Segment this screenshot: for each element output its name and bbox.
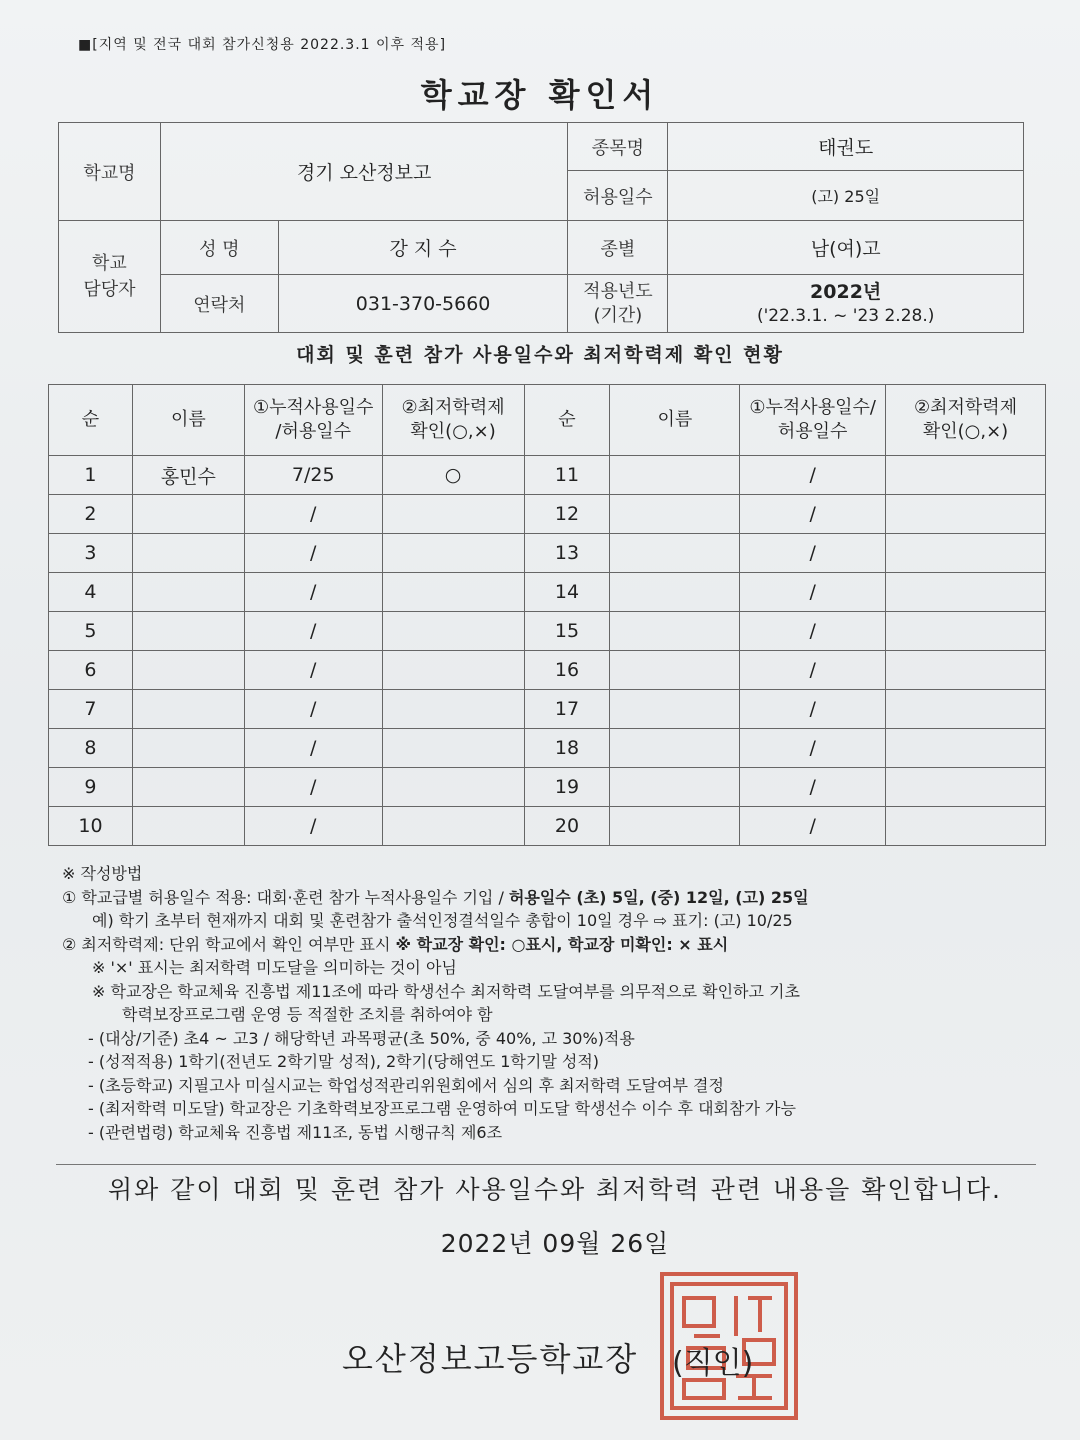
- header-days-2: ①누적사용일수/ 허용일수: [740, 385, 886, 456]
- cell-check: [886, 729, 1046, 768]
- cell-name: [610, 768, 740, 807]
- cell-name: [132, 690, 244, 729]
- cell-check: [886, 768, 1046, 807]
- note-1-bold: 허용일수 (초) 5일, (중) 12일, (고) 25일: [508, 887, 809, 907]
- cell-no: 15: [524, 612, 610, 651]
- table-row: [49, 651, 1046, 690]
- phone-value: 031-370-5660: [278, 275, 568, 333]
- divider-line: [56, 1164, 1036, 1165]
- contact-group-label: 학교 담당자: [59, 221, 161, 333]
- cell-days: /: [244, 612, 382, 651]
- seal-label: (직인): [672, 1346, 754, 1381]
- header-days: ①누적사용일수 /허용일수: [244, 385, 382, 456]
- cell-days: /: [740, 495, 886, 534]
- name-value: 강 지 수: [278, 221, 568, 275]
- cell-check: [886, 612, 1046, 651]
- cell-no: 13: [524, 534, 610, 573]
- section-title: 대회 및 훈련 참가 사용일수와 최저학력제 확인 현황: [296, 344, 784, 366]
- table-row: [49, 573, 1046, 612]
- cell-name: [610, 729, 740, 768]
- cell-name: [610, 573, 740, 612]
- cell-days: /: [244, 690, 382, 729]
- cell-check: [886, 573, 1046, 612]
- info-table: [58, 122, 1024, 333]
- cell-check: [886, 534, 1046, 573]
- cell-name: [610, 534, 740, 573]
- cell-name: [132, 729, 244, 768]
- note-3: ※ '×' 표시는 최저학력 미도달을 의미하는 것이 아님: [92, 958, 457, 977]
- cell-days: /: [244, 495, 382, 534]
- detail-4: - (최저학력 미도달) 학교장은 기초학력보장프로그램 운영하여 미도달 학생선수 이수 후 대회참가 가능: [88, 1099, 796, 1118]
- table-row: [49, 534, 1046, 573]
- cell-no: 8: [49, 729, 133, 768]
- cell-check: [382, 807, 524, 846]
- header-name: 이름: [132, 385, 244, 456]
- cell-days: /: [244, 768, 382, 807]
- header-check: ②최저학력제 확인(○,×): [382, 385, 524, 456]
- note-1-example: 예) 학기 초부터 현재까지 대회 및 훈련참가 출석인정결석일수 총합이 10일 경우 ⇨ 표기: (고) 10/25: [92, 911, 793, 930]
- phone-label: 연락처: [160, 275, 278, 333]
- header-name-2: 이름: [610, 385, 740, 456]
- form-usage-tag: ■[지역 및 전국 대회 참가신청용 2022.3.1 이후 적용]: [78, 37, 447, 53]
- roster-header-row: [49, 385, 1046, 456]
- table-row: [49, 456, 1046, 495]
- cell-name: [610, 495, 740, 534]
- header-no: 순: [49, 385, 133, 456]
- cell-check: [886, 651, 1046, 690]
- cell-no: 18: [524, 729, 610, 768]
- gender-value: 남(여)고: [668, 221, 1024, 275]
- table-row: [49, 768, 1046, 807]
- school-label: 학교명: [59, 123, 161, 221]
- instructions: [62, 862, 1052, 1144]
- name-label: 성 명: [160, 221, 278, 275]
- cell-days: /: [740, 612, 886, 651]
- cell-no: 1: [49, 456, 133, 495]
- cell-no: 16: [524, 651, 610, 690]
- cell-name: [132, 768, 244, 807]
- table-row: [49, 729, 1046, 768]
- cell-check: [382, 690, 524, 729]
- cell-days: /: [244, 573, 382, 612]
- document-title: 학교장 확인서: [420, 76, 660, 114]
- cell-check: [886, 807, 1046, 846]
- cell-name: [610, 690, 740, 729]
- cell-days: /: [740, 807, 886, 846]
- cell-no: 6: [49, 651, 133, 690]
- cell-name: [610, 456, 740, 495]
- cell-check: [886, 495, 1046, 534]
- cell-days: /: [740, 768, 886, 807]
- note-2-bold: ※ 학교장 확인: ○표시, 학교장 미확인: × 표시: [395, 934, 729, 954]
- cell-check: [382, 495, 524, 534]
- sport-value: 태권도: [668, 123, 1024, 171]
- cell-name: [132, 807, 244, 846]
- detail-1: - (대상/기준) 초4 ~ 고3 / 해당학년 과목평균(초 50%, 중 40%, 고 30%)적용: [88, 1028, 635, 1048]
- cell-no: 7: [49, 690, 133, 729]
- cell-name: [132, 534, 244, 573]
- allow-days-value: (고) 25일: [668, 171, 1024, 221]
- table-row: [49, 690, 1046, 729]
- note-2: [62, 933, 1052, 957]
- table-row: [49, 495, 1046, 534]
- cell-check: ○: [382, 456, 524, 495]
- cell-no: 3: [49, 534, 133, 573]
- notes-heading: ※ 작성방법: [62, 864, 143, 883]
- header-check-2: ②최저학력제 확인(○,×): [886, 385, 1046, 456]
- cell-check: [382, 651, 524, 690]
- school-value: 경기 오산정보고: [160, 123, 568, 221]
- cell-name: [610, 612, 740, 651]
- cell-no: 5: [49, 612, 133, 651]
- cell-no: 14: [524, 573, 610, 612]
- cell-days: /: [244, 729, 382, 768]
- note-4b: 학력보장프로그램 운영 등 적절한 조치를 취하여야 함: [122, 1005, 493, 1024]
- note-2-text: ② 최저학력제: 단위 학교에서 확인 여부만 표시: [62, 934, 396, 954]
- note-4a: ※ 학교장은 학교체육 진흥법 제11조에 따라 학생선수 최저학력 도달여부를 의무적으로 확인하고 기초: [92, 981, 800, 1001]
- year-label: 적용년도 (기간): [568, 275, 668, 333]
- table-row: [49, 807, 1046, 846]
- cell-days: /: [740, 573, 886, 612]
- issue-date: 2022년 09월 26일: [440, 1229, 670, 1258]
- year-cell: [668, 275, 1024, 333]
- cell-name: [132, 495, 244, 534]
- gender-label: 종별: [568, 221, 668, 275]
- cell-no: 11: [524, 456, 610, 495]
- cell-days: /: [244, 534, 382, 573]
- cell-name: 홍민수: [132, 456, 244, 495]
- cell-days: /: [740, 690, 886, 729]
- cell-check: [382, 729, 524, 768]
- cell-no: 20: [524, 807, 610, 846]
- cell-days: /: [244, 651, 382, 690]
- cell-check: [886, 456, 1046, 495]
- confirmation-statement: 위와 같이 대회 및 훈련 참가 사용일수와 최저학력 관련 내용을 확인합니다.: [108, 1175, 1002, 1204]
- cell-name: [610, 807, 740, 846]
- cell-check: [382, 534, 524, 573]
- detail-5: - (관련법령) 학교체육 진흥법 제11조, 동법 시행규칙 제6조: [88, 1122, 503, 1142]
- detail-2: - (성적적용) 1학기(전년도 2학기말 성적), 2학기(당해연도 1학기말 성적): [88, 1052, 600, 1071]
- note-1-text: ① 학교급별 허용일수 적용: 대회·훈련 참가 누적사용일수 기입 /: [62, 887, 509, 907]
- period-value: ('22.3.1. ~ '23 2.28.): [756, 305, 935, 326]
- cell-check: [886, 690, 1046, 729]
- header-no-2: 순: [524, 385, 610, 456]
- cell-no: 12: [524, 495, 610, 534]
- cell-name: [610, 651, 740, 690]
- cell-days: /: [740, 651, 886, 690]
- year-value: 2022년: [810, 281, 882, 304]
- cell-days: 7/25: [244, 456, 382, 495]
- cell-name: [132, 573, 244, 612]
- note-1: [62, 886, 1052, 910]
- cell-check: [382, 768, 524, 807]
- sport-label: 종목명: [568, 123, 668, 171]
- cell-days: /: [740, 534, 886, 573]
- cell-check: [382, 573, 524, 612]
- table-row: [49, 612, 1046, 651]
- cell-days: /: [244, 807, 382, 846]
- cell-no: 4: [49, 573, 133, 612]
- roster-table: [48, 384, 1046, 846]
- cell-days: /: [740, 456, 886, 495]
- cell-no: 9: [49, 768, 133, 807]
- principal-name: 오산정보고등학교장: [342, 1340, 639, 1378]
- cell-no: 10: [49, 807, 133, 846]
- cell-name: [132, 612, 244, 651]
- cell-no: 19: [524, 768, 610, 807]
- cell-no: 17: [524, 690, 610, 729]
- cell-check: [382, 612, 524, 651]
- allow-days-label: 허용일수: [568, 171, 668, 221]
- cell-name: [132, 651, 244, 690]
- cell-days: /: [740, 729, 886, 768]
- cell-no: 2: [49, 495, 133, 534]
- detail-3: - (초등학교) 지필고사 미실시교는 학업성적관리위원회에서 심의 후 최저학력 도달여부 결정: [88, 1075, 724, 1095]
